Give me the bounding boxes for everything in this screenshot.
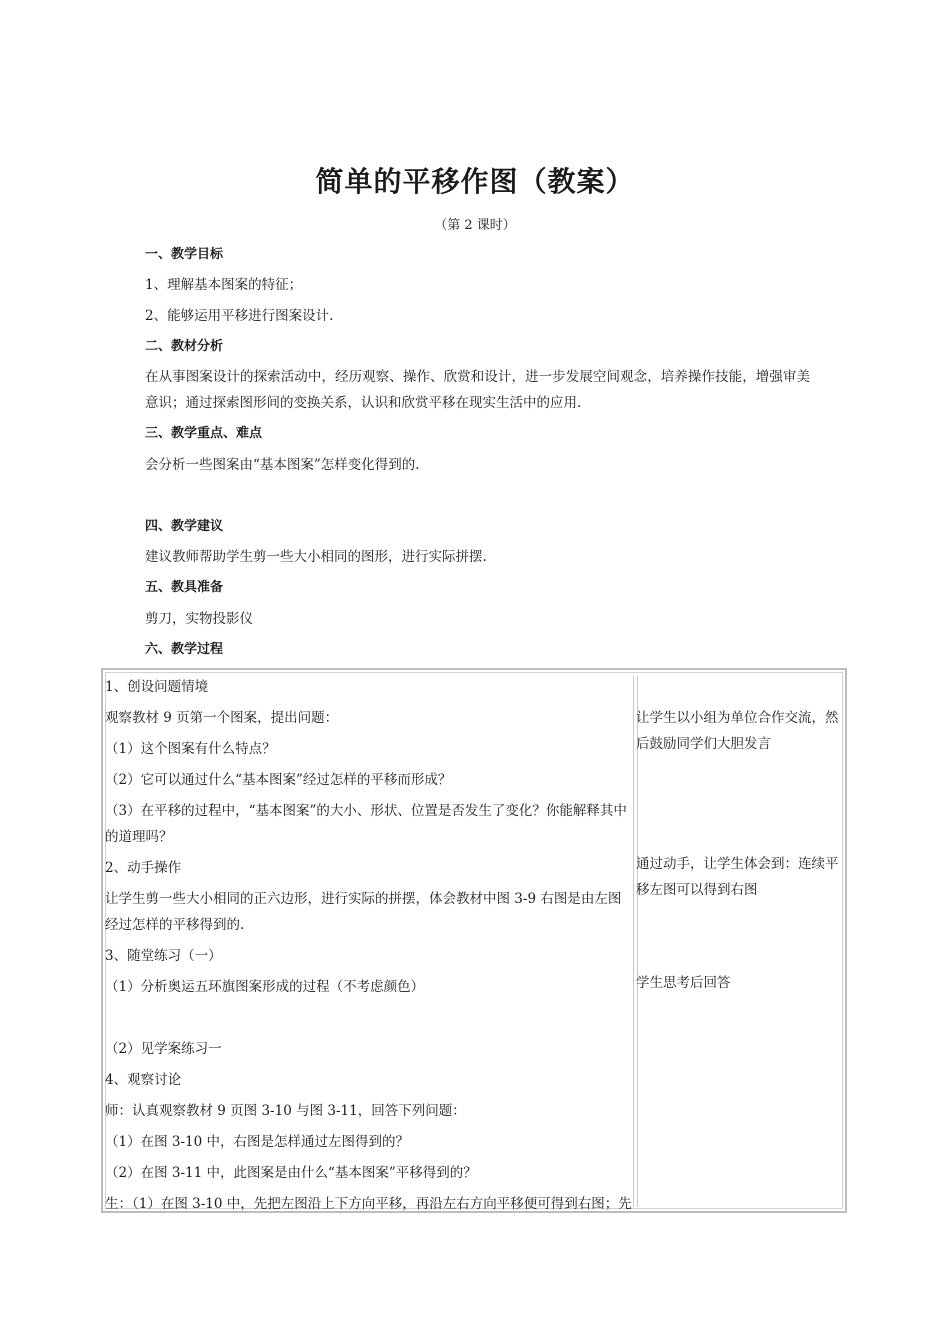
step-3-heading: 3、随堂练习（一） (105, 948, 222, 964)
note-think-answer-text: 学生思考后回答 (636, 975, 731, 991)
step-4-answer: 生：（1）在图 3-10 中，先把左图沿上下方向平移，再沿左右方向平移便可得到右图；先 (105, 1196, 632, 1212)
process-steps-column (105, 674, 633, 1222)
step-4-prompt: 师：认真观察教材 9 页图 3-10 与图 3-11，回答下列问题： (105, 1103, 466, 1119)
step-1-question-2: （2）它可以通过什么“基本图案”经过怎样的平移而形成？ (105, 772, 452, 788)
objective-item-1: 1、理解基本图案的特征； (145, 277, 303, 293)
step-1-question-3: （3）在平移的过程中，“基本图案”的大小、形状、位置是否发生了变化？你能解释其中的道理吗？ (105, 803, 627, 845)
objective-item-2: 2、能够运用平移进行图案设计. (145, 308, 334, 324)
note-hands-on (636, 851, 846, 908)
section-heading-objectives: 一、教学目标 (145, 247, 224, 262)
section-heading-process: 六、教学过程 (145, 642, 224, 657)
step-4-question-2: （2）在图 3-11 中，此图案是由什么“基本图案”平移得到的？ (105, 1165, 477, 1181)
section-heading-material-analysis: 二、教材分析 (145, 339, 224, 354)
note-think-answer (636, 970, 846, 1001)
key-points-text: 会分析一些图案由“基本图案”怎样变化得到的. (145, 457, 420, 473)
step-1-heading: 1、创设问题情境 (105, 679, 209, 695)
step-4-question-1: （1）在图 3-10 中，右图是怎样通过左图得到的？ (105, 1134, 409, 1150)
document-subtitle: （第 2 课时） (434, 218, 516, 233)
material-analysis-text: 在从事图案设计的探索活动中，经历观察、操作、欣赏和设计，进一步发展空间观念，培养操作技能，增强审美意识；通过探索图形间的变换关系，认识和欣赏平移在现实生活中的应用. (145, 369, 810, 411)
note-group-work-text: 让学生以小组为单位合作交流，然后鼓励同学们大胆发言 (636, 710, 839, 752)
note-group-work (636, 705, 846, 762)
step-4-heading: 4、观察讨论 (105, 1072, 182, 1088)
step-2-text: 让学生剪一些大小相同的正六边形，进行实际的拼摆，体会教材中图 3-9 右图是由左图经过怎样的平移得到的. (105, 891, 622, 933)
step-3-exercise-2: （2）见学案练习一 (105, 1041, 222, 1057)
section-heading-key-points: 三、教学重点、难点 (145, 426, 263, 441)
step-2-heading: 2、动手操作 (105, 860, 182, 876)
teaching-aids-text: 剪刀，实物投影仪 (145, 611, 253, 627)
section-heading-suggestions: 四、教学建议 (145, 519, 224, 534)
process-table (101, 668, 847, 1213)
step-3-exercise-1: （1）分析奥运五环旗图案形成的过程（不考虑颜色） (105, 979, 425, 995)
suggestions-text: 建议教师帮助学生剪一些大小相同的图形，进行实际拼摆. (145, 549, 487, 565)
note-hands-on-text: 通过动手，让学生体会到：连续平移左图可以得到右图 (636, 856, 839, 898)
document-title: 简单的平移作图（教案） (315, 165, 635, 198)
section-heading-teaching-aids: 五、教具准备 (145, 580, 224, 595)
step-1-prompt: 观察教材 9 页第一个图案，提出问题： (105, 710, 339, 726)
step-1-question-1: （1）这个图案有什么特点？ (105, 741, 276, 757)
